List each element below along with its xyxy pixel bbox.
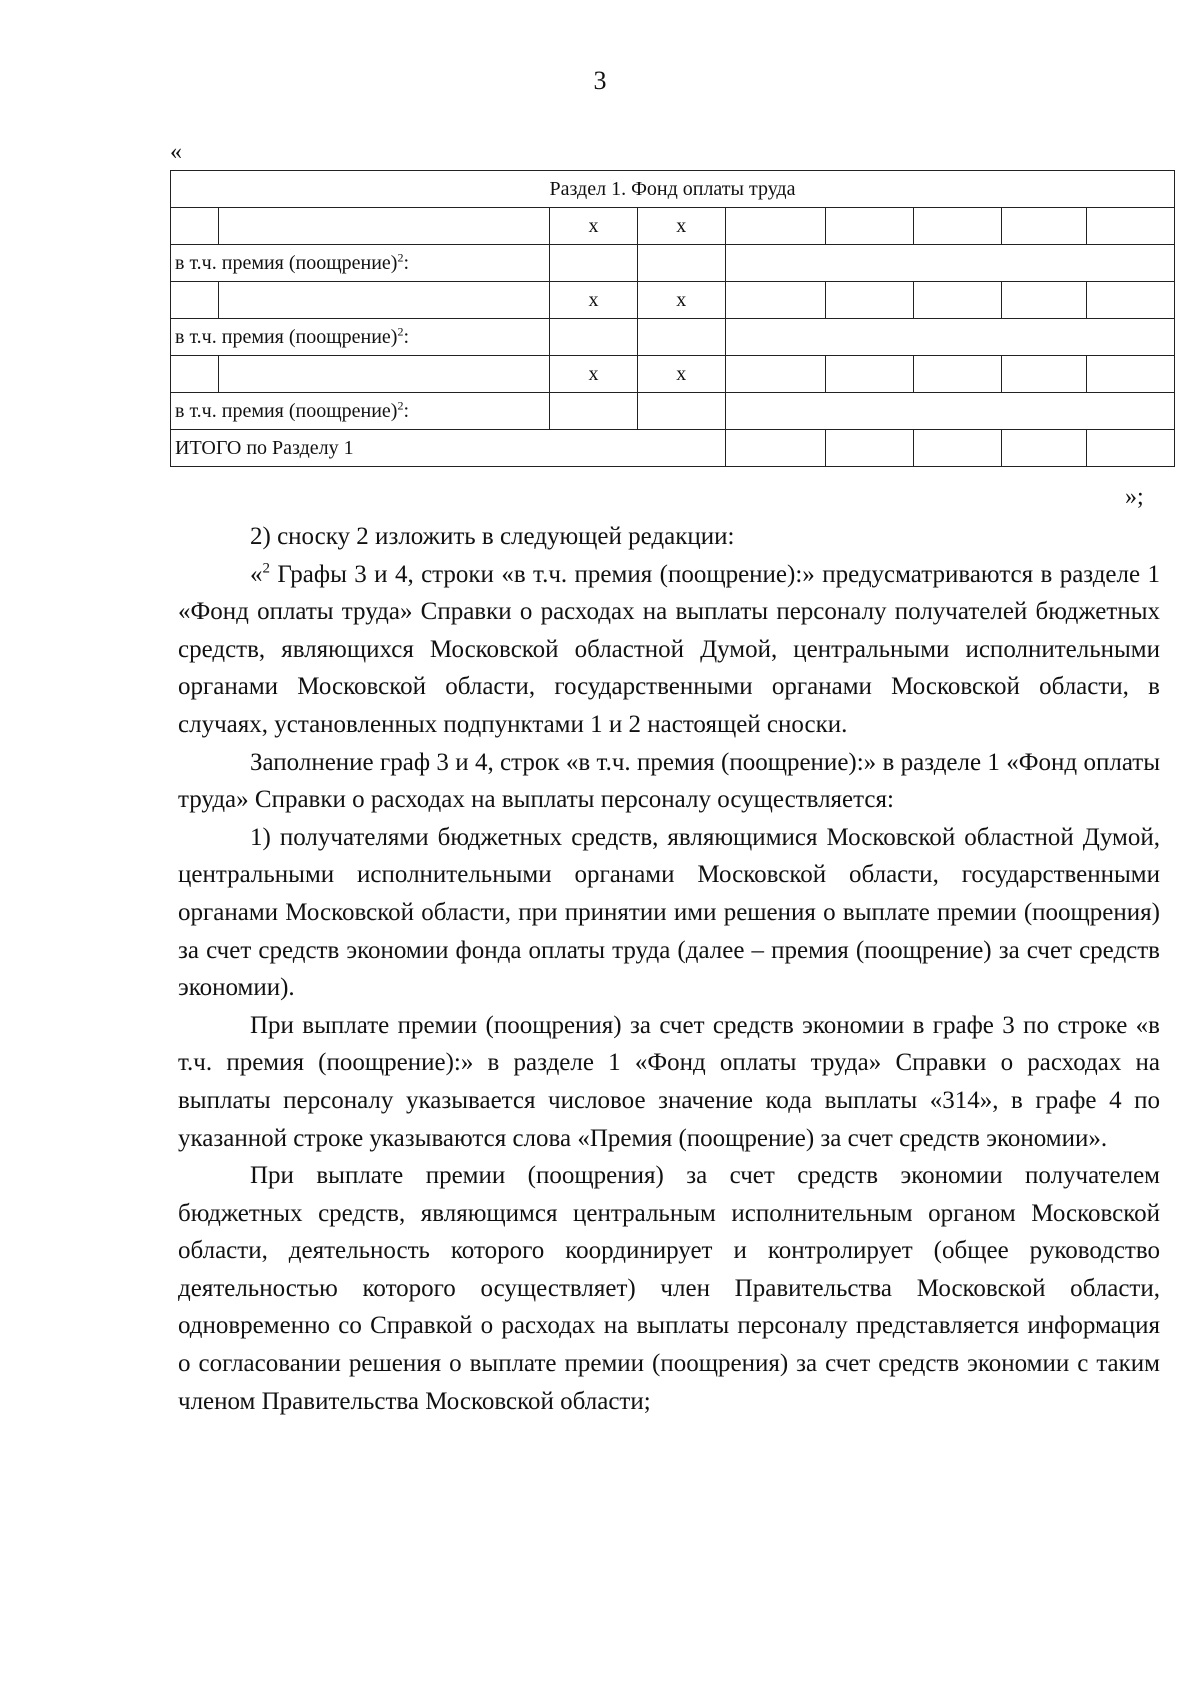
table-row-premium xyxy=(171,319,1175,356)
premium-label: в т.ч. премия (поощрение)$^2$: xyxy=(171,393,550,430)
fund-table xyxy=(170,170,1175,467)
table-row xyxy=(171,356,1175,393)
table-row-premium xyxy=(171,245,1175,282)
table-cell xyxy=(826,430,914,467)
page-number: 3 xyxy=(593,66,607,95)
table-cell xyxy=(637,245,725,282)
close-quote: »; xyxy=(1125,484,1144,510)
table-cell xyxy=(1001,356,1086,393)
total-label: ИТОГО по Разделу 1 xyxy=(171,430,726,467)
table-cell xyxy=(171,282,219,319)
table-cell xyxy=(219,282,550,319)
table-row xyxy=(171,208,1175,245)
premium-label: в т.ч. премия (поощрение)$^2$: xyxy=(171,319,550,356)
table-cell xyxy=(550,245,638,282)
table-cell xyxy=(725,430,826,467)
open-quote: « xyxy=(170,139,182,165)
table-cell xyxy=(1087,208,1175,245)
table-row xyxy=(171,282,1175,319)
table-title-row xyxy=(171,171,1175,208)
x-mark: х xyxy=(637,356,725,393)
x-mark: х xyxy=(637,282,725,319)
table-cell xyxy=(914,430,1002,467)
table-cell xyxy=(914,356,1002,393)
x-mark: х xyxy=(637,208,725,245)
table-cell xyxy=(725,356,826,393)
table-cell xyxy=(171,356,219,393)
table-row-total xyxy=(171,430,1175,467)
table-cell xyxy=(1001,208,1086,245)
table-cell xyxy=(725,282,826,319)
paragraph: При выплате премии (поощрения) за счет средств экономии в графе 3 по строке «в т.ч. премия (поощрение):» в разделе 1 «Фонд оплаты труда» Справки о расходах на выплаты персоналу указывается числовое значение кода выплаты «314», в графе 4 по указанной строке указываются слова «Премия (поощрение) за счет средств экономии». xyxy=(178,1011,1160,1152)
table-cell xyxy=(171,208,219,245)
table-cell xyxy=(1087,356,1175,393)
table-cell xyxy=(826,282,914,319)
table-cell xyxy=(725,319,1174,356)
table-cell xyxy=(826,356,914,393)
table-cell xyxy=(1001,430,1086,467)
table-row-premium xyxy=(171,393,1175,430)
x-mark: х xyxy=(550,208,638,245)
footnote-paragraph: «$^2$ Графы 3 и 4, строки «в т.ч. премия (поощрение):» предусматриваются в разделе 1 «Фонд оплаты труда» Справки о расходах на выплаты персоналу получателей бюджетных средств, являющихся Московской областной Думой, центральными исполнительными органами Московской области, государственными органами Московской области, в случаях, установленных подпунктами 1 и 2 настоящей сноски. xyxy=(178,560,1160,738)
x-mark: х xyxy=(550,282,638,319)
body-text xyxy=(178,518,1160,1420)
table-cell xyxy=(1087,430,1175,467)
paragraph: 2) сноску 2 изложить в следующей редакции: xyxy=(250,523,735,550)
paragraph: 1) получателями бюджетных средств, являющимися Московской областной Думой, центральными исполнительными органами Московской области, государственными органами Московской области, при принятии ими решения о выплате премии (поощрения) за счет средств экономии фонда оплаты труда (далее – премия (поощрение) за счет средств экономии). xyxy=(178,823,1160,1002)
table-cell xyxy=(725,393,1174,430)
table-cell xyxy=(550,319,638,356)
table-cell xyxy=(1001,282,1086,319)
table-cell xyxy=(914,282,1002,319)
table-cell xyxy=(725,245,1174,282)
paragraph: Заполнение граф 3 и 4, строк «в т.ч. премия (поощрение):» в разделе 1 «Фонд оплаты труда» Справки о расходах на выплаты персоналу осуществляется: xyxy=(178,748,1160,814)
paragraph: При выплате премии (поощрения) за счет средств экономии получателем бюджетных средств, являющимся центральным исполнительным органом Московской области, деятельность которого координирует и контролирует (общее руководство деятельностью которого осуществляет) член Правительства Московской области, одновременно со Справкой о расходах на выплаты персоналу представляется информация о согласовании решения о выплате премии (поощрения) за счет средств экономии с таким членом Правительства Московской области; xyxy=(178,1162,1160,1415)
premium-label: в т.ч. премия (поощрение)$^2$: xyxy=(171,245,550,282)
table-cell xyxy=(826,208,914,245)
table-title: Раздел 1. Фонд оплаты труда xyxy=(171,171,1175,208)
table-cell xyxy=(550,393,638,430)
table-cell xyxy=(637,319,725,356)
table-cell xyxy=(914,208,1002,245)
table-cell xyxy=(637,393,725,430)
table-cell xyxy=(219,208,550,245)
table-cell xyxy=(725,208,826,245)
table-cell xyxy=(1087,282,1175,319)
table-cell xyxy=(219,356,550,393)
x-mark: х xyxy=(550,356,638,393)
